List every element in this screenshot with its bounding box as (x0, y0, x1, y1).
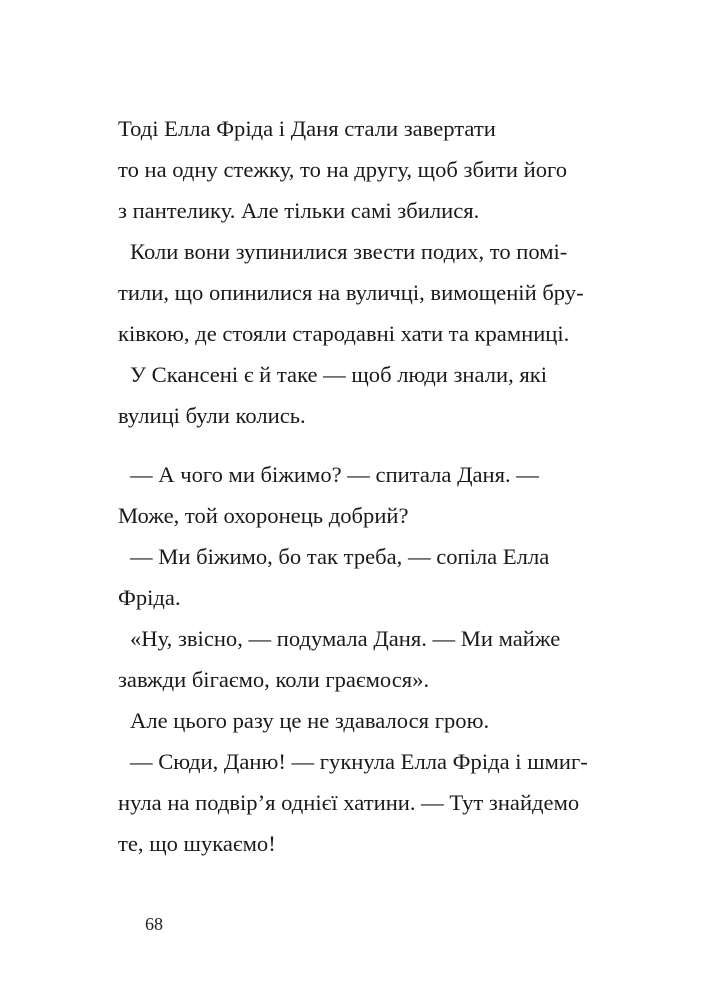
text-line: — Ми біжимо, бо так треба, — сопіла Елла (130, 544, 550, 569)
text-line: Фріда. (118, 585, 181, 610)
text-line: Може, той охоронець добрий? (118, 503, 409, 528)
text-section-1 (118, 108, 628, 436)
text-line: то на одну стежку, то на другу, щоб збити його (118, 157, 568, 182)
text-line: «Ну, звісно, — подумала Даня. — Ми майже (130, 626, 561, 651)
text-line: У Скансені є й таке — щоб люди знали, які (130, 362, 548, 387)
text-line: — А чого ми біжимо? — спитала Даня. — (130, 462, 539, 487)
page-number: 68 (145, 914, 163, 934)
text-line: з пантелику. Але тільки самі збилися. (118, 198, 480, 223)
text-line: вулиці були колись. (118, 403, 306, 428)
text-line: ківкою, де стояли стародавні хати та крамниці. (118, 321, 570, 346)
text-line: тили, що опинилися на вуличці, вимощеній бру- (118, 280, 584, 305)
text-line: Тоді Елла Фріда і Даня стали завертати (118, 116, 496, 141)
text-line: Але цього разу це не здавалося грою. (130, 708, 490, 733)
text-section-2 (118, 454, 628, 864)
text-line: Коли вони зупинилися звести подих, то помі- (130, 239, 568, 264)
text-line: те, що шукаємо! (118, 831, 276, 856)
text-line: нула на подвір’я однієї хатини. — Тут знайдемо (118, 790, 580, 815)
text-line: завжди бігаємо, коли граємося». (118, 667, 430, 692)
text-line: — Сюди, Даню! — гукнула Елла Фріда і шмиг- (130, 749, 588, 774)
